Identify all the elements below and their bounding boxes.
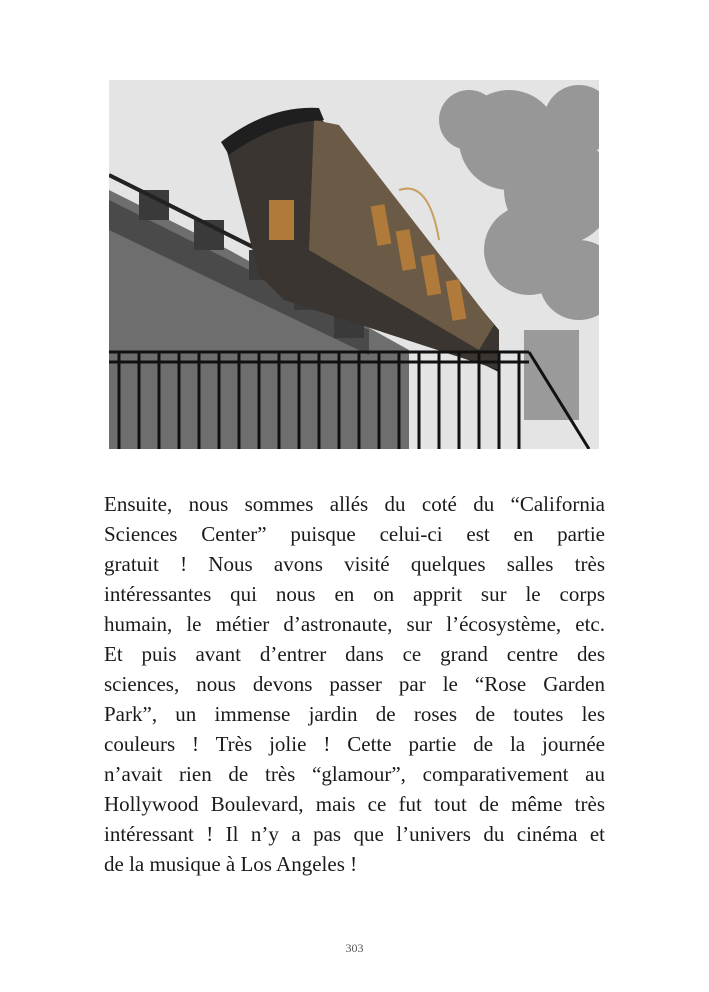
- paragraph-line: sciences, nous devons passer par le “Rose Garden: [104, 672, 605, 696]
- paragraph-line: couleurs ! Très jolie ! Cette partie de la journée: [104, 732, 605, 756]
- body-paragraph: [104, 489, 605, 879]
- paragraph-line: Sciences Center” puisque celui-ci est en partie: [104, 522, 605, 546]
- funicular-illustration: [109, 80, 599, 449]
- paragraph-line: Ensuite, nous sommes allés du coté du “California: [104, 492, 605, 516]
- paragraph-line: Et puis avant d’entrer dans ce grand centre des: [104, 642, 605, 666]
- page-number: 303: [345, 941, 364, 955]
- paragraph-line: Park”, un immense jardin de roses de toutes les: [104, 702, 605, 726]
- funicular-photo: [109, 80, 599, 449]
- paragraph-line: intéressant ! Il n’y a pas que l’univers du cinéma et: [104, 822, 605, 846]
- paragraph-line: Hollywood Boulevard, mais ce fut tout de même très: [104, 792, 605, 816]
- paragraph-line: n’avait rien de très “glamour”, comparativement au: [104, 762, 605, 786]
- paragraph-line: de la musique à Los Angeles !: [104, 852, 358, 876]
- paragraph-line: humain, le métier d’astronaute, sur l’écosystème, etc.: [104, 612, 605, 636]
- paragraph-line: gratuit ! Nous avons visité quelques salles très: [104, 552, 605, 576]
- paragraph-line: intéressantes qui nous en on apprit sur le corps: [104, 582, 605, 606]
